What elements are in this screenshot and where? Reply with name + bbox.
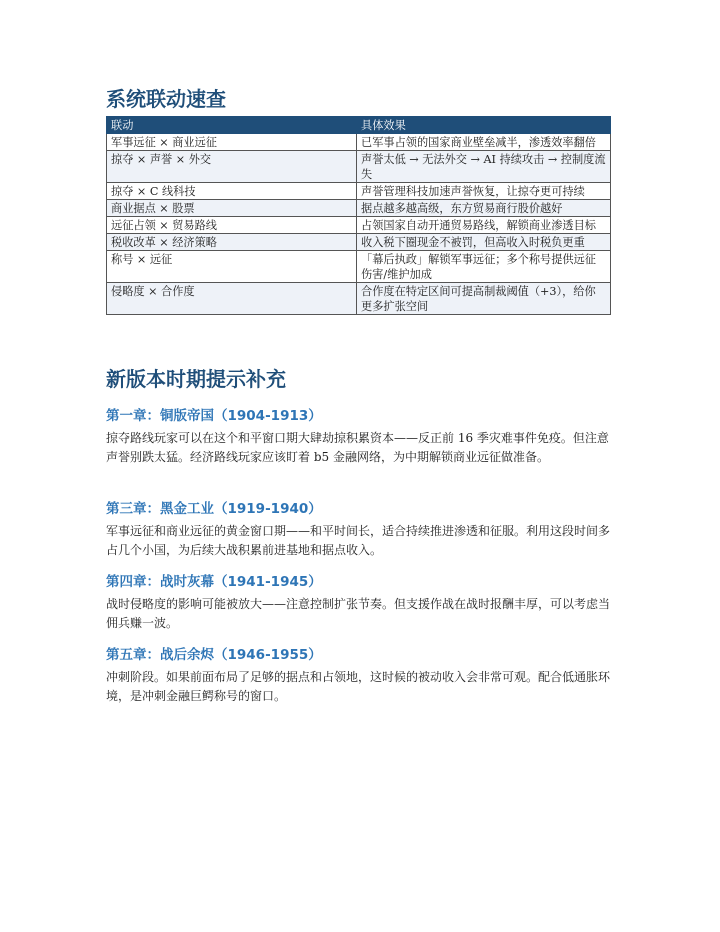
- chapter-1: [106, 407, 610, 467]
- chapter-heading: 第三章：黑金工业（1919-1940）: [106, 501, 322, 517]
- section-title-quickref: 系统联动速查: [106, 87, 226, 111]
- table-cell-link: 掠夺 × 声誉 × 外交: [107, 151, 357, 183]
- table-cell-link: 税收改革 × 经济策略: [107, 234, 357, 251]
- table-header-cell: 具体效果: [357, 117, 611, 134]
- table-cell-effect: 已军事占领的国家商业壁垒减半，渗透效率翻倍: [357, 134, 611, 151]
- table-cell-link: 侵略度 × 合作度: [107, 283, 357, 315]
- section-title-tips: 新版本时期提示补充: [106, 367, 286, 391]
- table-row: [107, 251, 611, 283]
- chapter-body: 冲刺阶段。如果前面布局了足够的据点和占领地，这时候的被动收入会非常可观。配合低通胀环境，是冲刺金融巨鳄称号的窗口。: [106, 670, 611, 703]
- table-cell-effect: 占领国家自动开通贸易路线，解锁商业渗透目标: [357, 217, 611, 234]
- table-cell-link: 军事远征 × 商业远征: [107, 134, 357, 151]
- chapter-3: [106, 500, 610, 560]
- table-header-cell: 联动: [107, 117, 357, 134]
- table-cell-effect: 声誉太低 → 无法外交 → AI 持续攻击 → 控制度流失: [357, 151, 611, 183]
- table-cell-effect: 合作度在特定区间可提高制裁阈值（+3），给你更多扩张空间: [357, 283, 611, 315]
- synergy-table: [106, 116, 611, 315]
- chapter-5: [106, 646, 610, 706]
- table-cell-effect: 「幕后执政」解锁军事远征；多个称号提供远征伤害/维护加成: [357, 251, 611, 283]
- table-row: [107, 283, 611, 315]
- chapter-heading: 第一章：铜版帝国（1904-1913）: [106, 408, 322, 424]
- table-cell-effect: 收入税下圈现金不被罚，但高收入时税负更重: [357, 234, 611, 251]
- table-cell-link: 掠夺 × C 线科技: [107, 183, 357, 200]
- chapter-4: [106, 573, 610, 633]
- table-row: [107, 134, 611, 151]
- table-header-row: [107, 117, 611, 134]
- table-row: [107, 200, 611, 217]
- chapter-body: 战时侵略度的影响可能被放大——注意控制扩张节奏。但支援作战在战时报酬丰厚，可以考虑当佣兵赚一波。: [106, 597, 611, 630]
- table-cell-effect: 据点越多越高级，东方贸易商行股价越好: [357, 200, 611, 217]
- table-row: [107, 151, 611, 183]
- table-cell-effect: 声誉管理科技加速声誉恢复，让掠夺更可持续: [357, 183, 611, 200]
- table-row: [107, 234, 611, 251]
- table-cell-link: 远征占领 × 贸易路线: [107, 217, 357, 234]
- chapter-body: 掠夺路线玩家可以在这个和平窗口期大肆劫掠积累资本——反正前 16 季灾难事件免疫。但注意声誉别跌太猛。经济路线玩家应该盯着 b5 金融网络，为中期解锁商业远征做准备。: [106, 431, 609, 464]
- table-row: [107, 183, 611, 200]
- table-row: [107, 217, 611, 234]
- table-cell-link: 称号 × 远征: [107, 251, 357, 283]
- chapter-heading: 第四章：战时灰幕（1941-1945）: [106, 574, 322, 590]
- chapter-body: 军事远征和商业远征的黄金窗口期——和平时间长，适合持续推进渗透和征服。利用这段时间多占几个小国，为后续大战积累前进基地和据点收入。: [106, 524, 611, 557]
- chapter-heading: 第五章：战后余烬（1946-1955）: [106, 647, 322, 663]
- table-cell-link: 商业据点 × 股票: [107, 200, 357, 217]
